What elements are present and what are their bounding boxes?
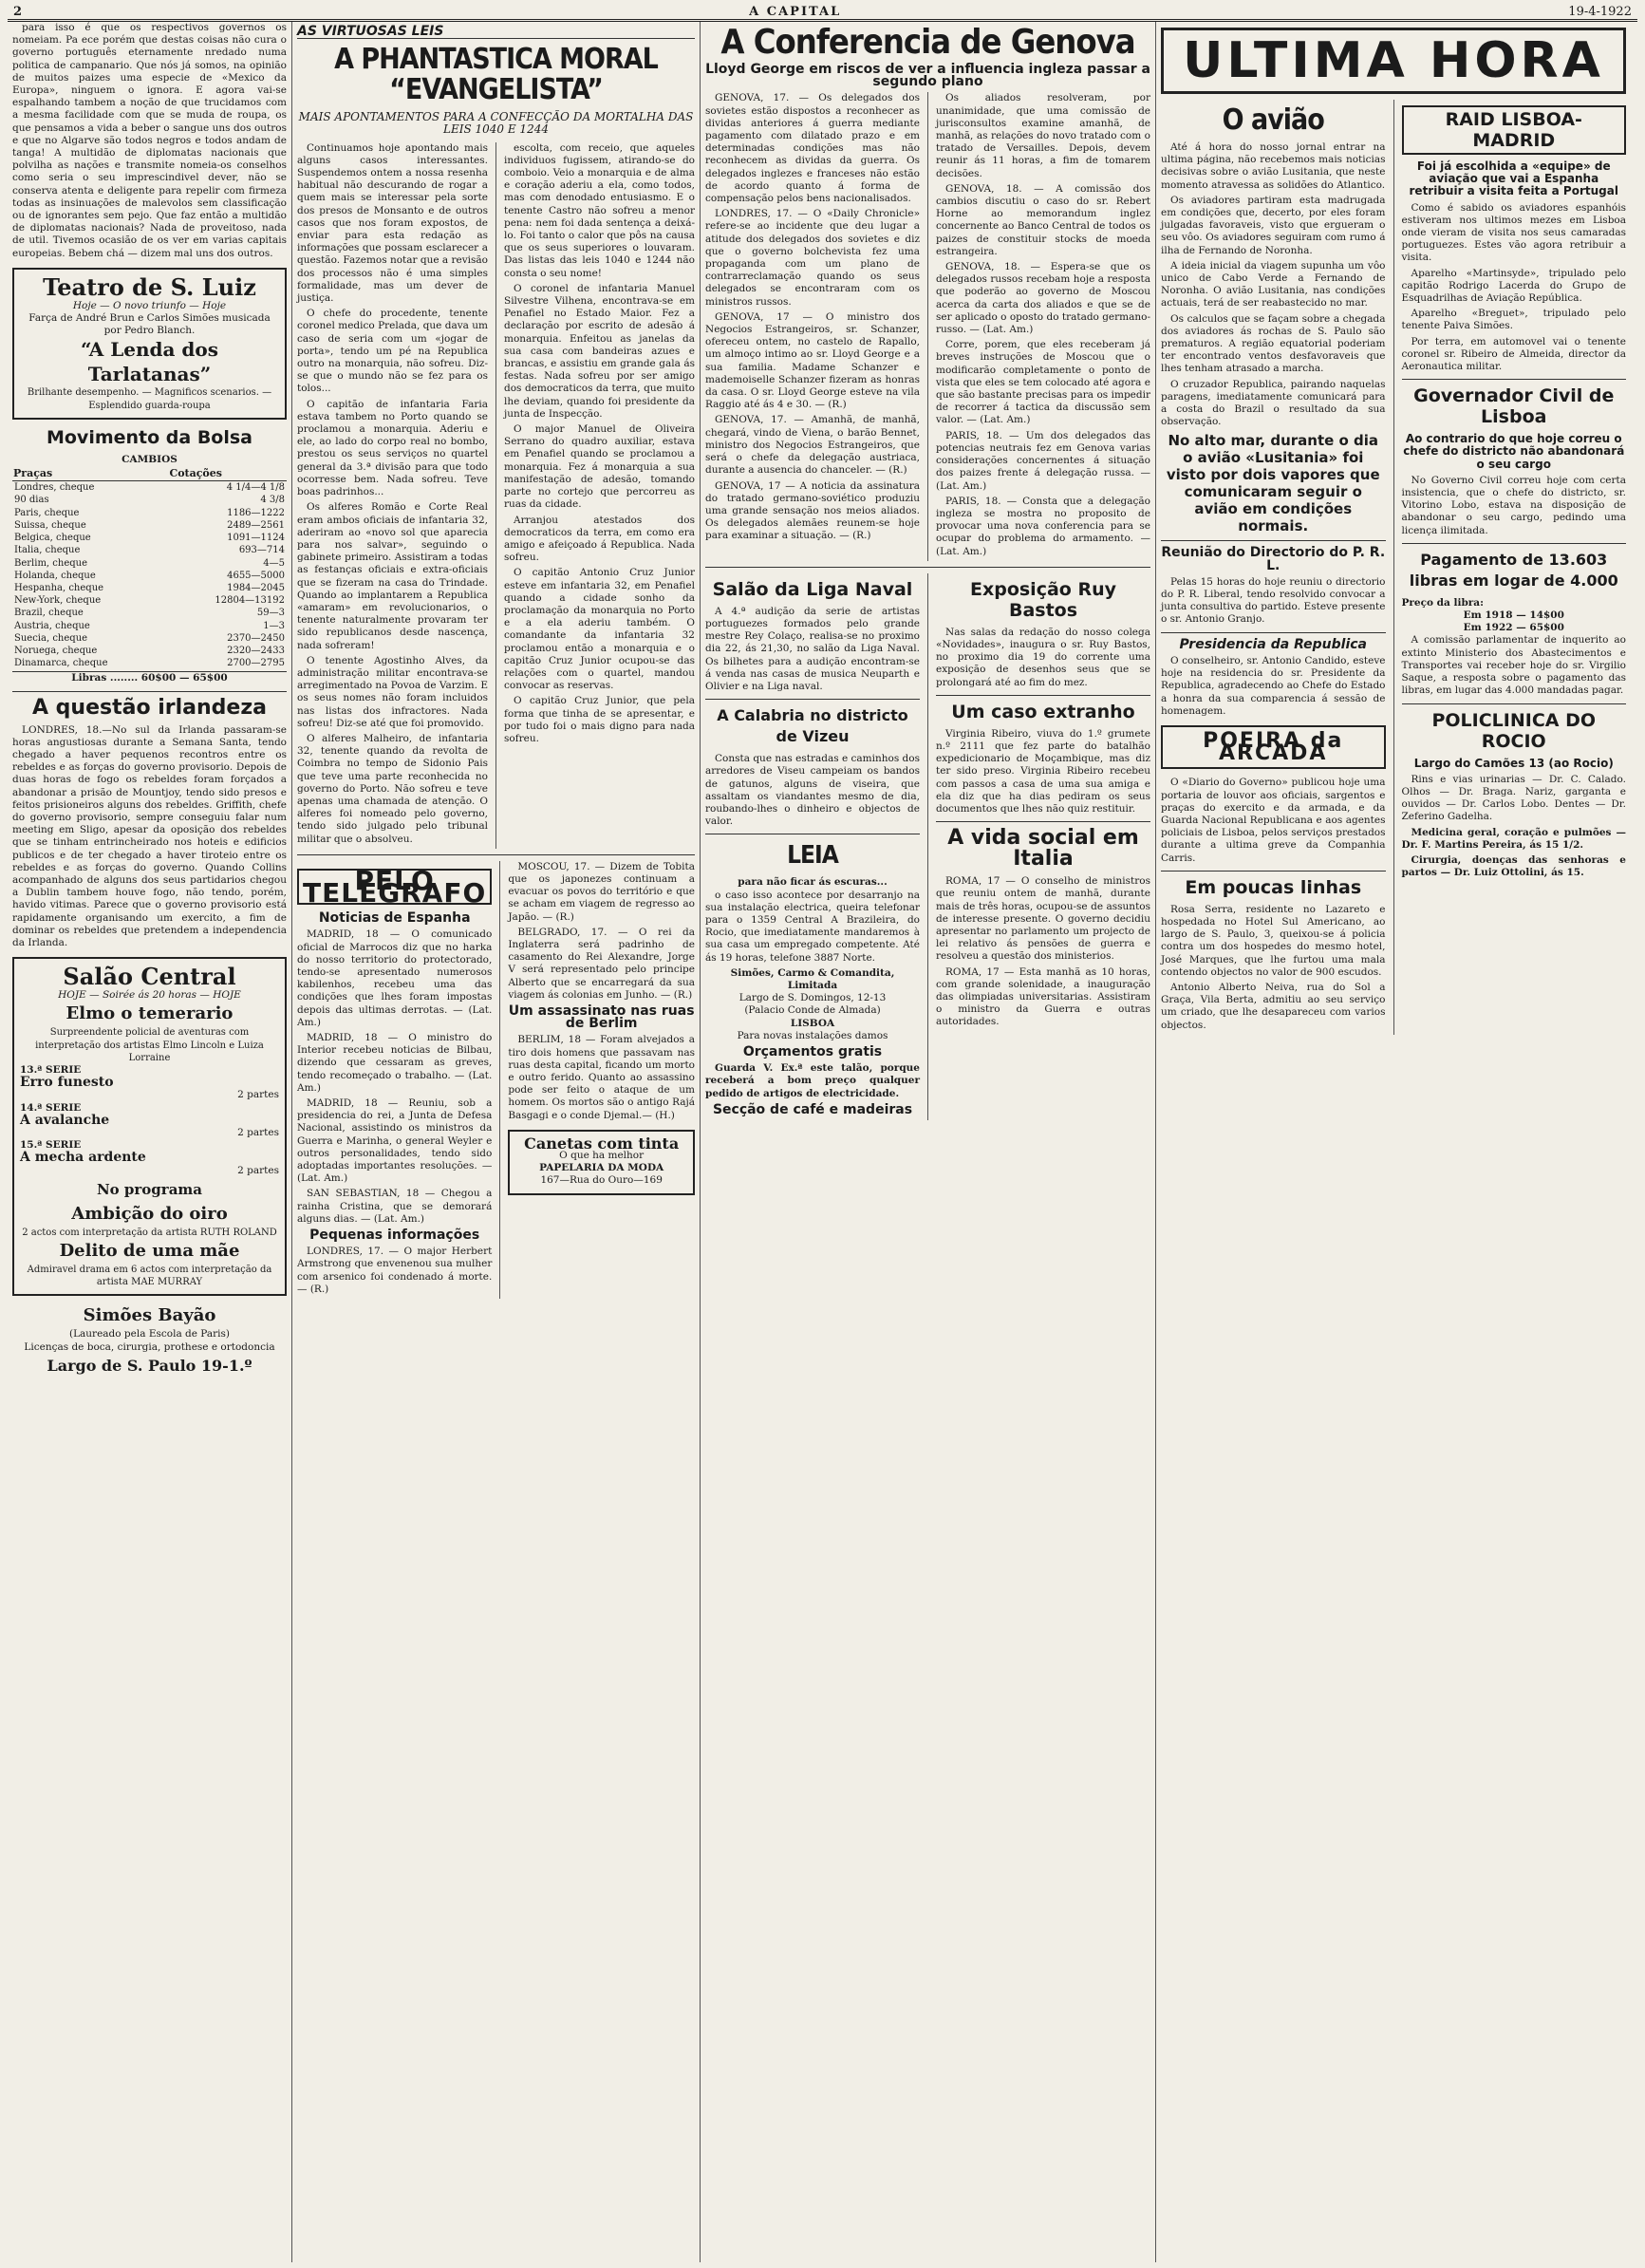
teatro-subtitle: Hoje — O novo triunfo — Hoje	[72, 299, 227, 311]
bolsa-table	[12, 466, 287, 669]
telegrafo-section	[297, 861, 695, 1299]
bolsa-cotacao: 59—3	[256, 608, 285, 619]
page-number: 2	[13, 4, 23, 19]
raid-text4: Por terra, em automovel vai o tenente coronel sr. Ribeiro de Almeida, director da Aeronautica militar.	[1401, 335, 1626, 373]
governador-sub: Ao contrario do que hoje correu o chefe do districto não abandonará o seu cargo	[1403, 432, 1625, 471]
bolsa-praca: Italia, cheque	[14, 545, 81, 556]
reuniao-text: Pelas 15 horas do hoje reuniu o directorio do P. R. Liberal, tendo resolvido convocar a junta consultiva do partido. Esteve presente o sr. Antonio Granjo.	[1161, 575, 1386, 626]
raid-sub: Foi já escolhida a «equipe» de aviação que vai a Espanha retribuir a visita feita a Portugal	[1409, 159, 1618, 198]
article-p4: Os alferes Romão e Corte Real eram ambos oficiais de infantaria 32, aderiram ao «novo sol que aparecia para nos salvar», seguindo o gabinete primeiro. Assistiram a todas as festanças oficiais e extra-oficiais que se fizeram na casa do Trindade. Quando ao implantarem a Republica «amaram» em revolucionarios, o tenente naturalmente provaram ter sido republicanos desde nascença, nada sofreram!	[297, 501, 488, 651]
salao-partes-c: 2 partes	[237, 1164, 279, 1176]
salao-serie13: 13.ª SERIE	[20, 1064, 82, 1076]
genova-headline: A Conferencia de Genova	[720, 23, 1135, 62]
genova-body	[705, 92, 1150, 560]
simoes-name: Simões Bayão	[83, 1305, 216, 1326]
salao-serie15: 15.ª SERIE	[20, 1139, 82, 1152]
genova-p8: GENOVA, 18. — Espera-se que os delegados russos recebam hoje a resposta que poderão ao governo de Moscou acerca da carta dos aliados e que se de ser aplicado o oposto do tratado germano-russo. — (Lat. Am.)	[936, 261, 1151, 336]
salao-prog-title: Ambição do oiro	[71, 1203, 228, 1224]
article-p7: escolta, com receio, que aqueles individuos fugissem, atirando-se do comboio. Veio a monarquia e de alma e coração aderiu a ela, como todos, mas com denodado entusiasmo. E o tenente Castro não sofreu a menor pena: nem foi dada sentença a deixá-lo. Foi tanto o calor que pôs na causa que os seus superiores o louvaram. Das listas das leis 1040 e 1244 não consta o seu nome!	[504, 141, 695, 279]
bolsa-row	[12, 481, 287, 495]
preco-label: Preço da libra:	[1401, 596, 1484, 609]
bolsa-cotacao: 12804—13192	[215, 595, 285, 607]
presidencia-text: O conselheiro, sr. Antonio Candido, esteve hoje na residencia do sr. Presidente da Republica, agradecendo ao Chefe do Estado a honra da sua comparencia á sessão de homenagem.	[1161, 654, 1386, 717]
seccao-cafe: Secção de café e madeiras	[712, 1101, 913, 1117]
aviao-p4: Os calculos que se façam sobre a chegada dos aviadores ás rochas de S. Paulo são prematuros. A região equatorial poderiam ter encontrado ventos desfavoraveis que lhes tenham atrasado a marcha.	[1161, 312, 1386, 375]
teatro-play: “A Lenda dos Tarlatanas”	[80, 338, 219, 386]
canetas-address: 167—Rua do Ouro—169	[540, 1174, 663, 1187]
salao-film-desc: Surpreendente policial de aventuras com interpretação dos artistas Elmo Lincoln e Luiza Lorraine	[35, 1027, 264, 1063]
questao-body: LONDRES, 18.—No sul da Irlanda passaram-se horas angustiosas durante a Semana Santa, tendo chegado a haver pequenos recontros entre os rebeldes e as forças do governo provisorio. Depois de duas horas de fogo os rebeldes foram forçados a abandonar a prisão de Mountjoy, tendo sido presos e feitos prisioneiros alguns dos rebeldes. Griffith, chefe do governo provisorio, sempre conseguiu falar num meeting em Sligo, apesar da oposição dos rebeldes que se tinham entrincheirado nos hoteis e edificios publicos e de ter chegado a haver tiroteio entre os rebeldes e as forças do governo. Quando Collins acompanhado de alguns dos seus partidarios chegou a Dublin tambem houve fogo, não tendo, porém, havido vitimas. Parece que o governo provisorio está rapidamente organisando um exercito, a fim de dominar os rebeldes que pretendem a independencia da Irlanda.	[12, 723, 287, 948]
aviao-p3: A ideia inicial da viagem supunha um vôo unico de Cabo Verde a Fernando de Noronha. O avião Lusitania, nas condições actuais, terá de ser reabastecido no mar.	[1161, 259, 1386, 309]
questao-title: A questão irlandeza	[31, 695, 267, 720]
bolsa-row	[12, 632, 287, 645]
bolsa-cotacao: 4—5	[263, 557, 285, 569]
simoes-carmo-city: LISBOA	[790, 1017, 835, 1029]
bolsa-cotacao: 4 3/8	[260, 495, 285, 506]
calabria-title: A Calabria no districto de Vizeu	[717, 706, 908, 746]
news-item: SAN SEBASTIAN, 18 — Chegou a rainha Cristina, que se demorará alguns dias. — (Lat. Am.)	[297, 1188, 493, 1225]
genova-p10: PARIS, 18. — Um dos delegados das potencias neutrais fez em Genova varias considerações concernentes á situação dos paizes frente á delegação russa. — (Lat. Am.)	[936, 429, 1150, 492]
salao-hoje: HOJE — Soirée ás 20 horas — HOJE	[58, 989, 241, 1002]
guarda-talao: Guarda V. Ex.ª este talão, porque receberá a bom preço qualquer pedido de artigos de electricidade.	[705, 1062, 920, 1099]
vida-social-title: A vida social em Italia	[947, 826, 1139, 872]
article-p8: O coronel de infantaria Manuel Silvestre Vilhena, encontrava-se em Penafiel no Estado Maior. Fez a declaração por escrito de adesão á monarquia. Enfeitou as janelas da sua casa com bandeiras azues e brancas, e assistiu em grande gala ás festas. Nada sofreu por ser amigo dos democraticos da terra, que muito lhe deviam, quando foi presidente da junta de Inspecção.	[504, 282, 695, 420]
bolsa-row	[12, 582, 287, 594]
salao-central-ad	[12, 957, 287, 1296]
canetas-title: Canetas com tinta	[524, 1134, 680, 1153]
bolsa-praca: Hespanha, cheque	[14, 582, 104, 593]
salao-prog: No programa	[96, 1180, 203, 1198]
policlinica-title: POLICLINICA DO ROCIO	[1431, 709, 1597, 752]
policlinica-text3: Cirurgia, doenças das senhoras e partos — Dr. Luiz Ottolini, ás 15.	[1401, 853, 1626, 879]
presidencia-title: Presidencia da Republica	[1179, 636, 1368, 652]
genova-p11: PARIS, 18. — Consta que a delegação ingleza se mostra no proposito de provocar uma nova conferencia para se ocupar do problema do armamento. — (Lat. Am.)	[936, 495, 1150, 557]
newspaper-title: A CAPITAL	[749, 4, 842, 19]
canetas-shop: PAPELARIA DA MODA	[539, 1162, 664, 1174]
bolsa-title: Movimento da Bolsa	[46, 426, 253, 448]
genova-p3: GENOVA, 17 — O ministro dos Negocios Estrangeiros, sr. Schanzer, ofereceu ontem, no castelo de Rapallo, um almoço intimo ao sr. Lloyd George e a sua familia. Madame Schanzer e mademoiselle Schanzer fizeram as honras da casa. O sr. Lloyd George esteve na vila Raggio até ás 4 e 30. — (R.)	[705, 310, 920, 411]
column-1	[8, 22, 292, 2262]
news-item: MADRID, 18 — Reuniu, sob a presidencia do rei, a Junta de Defesa Nacional, assistindo os ministros da Guerra e Marinha, o general Weyler e outros personalidades, tendo sido adoptadas importantes resoluções. — (Lat. Am.)	[297, 1097, 493, 1185]
bolsa-row	[12, 594, 287, 607]
leia-title: LEIA	[787, 841, 838, 871]
genova-p1: GENOVA, 17. — Os delegados dos sovietes estão dispostos a reconhecer as dividas anteriores á guerra mediante pagamento com dilatado prazo e em determinadas condições mas não reconhecem as dividas da guerra. Os delegados inglezes e franceses não estão de acordo quanto á forma de compensação pelos bens nacionalisados.	[705, 92, 920, 205]
simoes-desc: (Laureado pela Escola de Paris)	[68, 1328, 231, 1340]
leia-text: o caso isso acontece por desarranjo na sua instalação electrica, queira telefonar para o 1359 Central A Brazileira, do Rocio, que imediatamente mandaremos à sua casa um empregado competente. Até ás 19 horas, telefone 3887 Norte.	[705, 889, 920, 964]
orcamentos-gratis: Orçamentos gratis	[742, 1044, 883, 1059]
liga-naval-text: A 4.ª audição da serie de artistas portuguezes formados pelo grande mestre Rey Colaço, realisa-se no proximo dia 22, ás 21,30, no salão da Liga Naval. Os bilhetes para a audição encontram-se á venda nas casas de musica Neuparth e Olivier e na Liga naval.	[705, 605, 920, 692]
bolsa-cotacao: 2320—2433	[227, 645, 285, 656]
bolsa-row	[12, 494, 287, 506]
bolsa-praca: Noruega, cheque	[14, 645, 98, 656]
bolsa-praca: Holanda, cheque	[14, 570, 96, 581]
article-p12: O capitão Cruz Junior, que pela forma que tinha de se apresentar, e por tudo foi o mais digno para nada sofreu.	[504, 695, 695, 744]
policlinica-text: Rins e vias urinarias — Dr. C. Calado. Olhos — Dr. Braga. Nariz, garganta e ouvidos — Dr. Carlos Lobo. Dentes — Dr. Zeferino Gadelha.	[1401, 773, 1626, 823]
bolsa-row	[12, 557, 287, 570]
genova-p6: Os aliados resolveram, por unanimidade, que uma comissão de jurisconsultos examine amanhã, de manhã, as relações do novo tratado com o tratado de Versailles. Depois, devem reunir ás 11 horas, a fim de tomarem decisões.	[936, 92, 1150, 179]
bolsa-praca: Suecia, cheque	[14, 632, 88, 644]
genova-sub: Lloyd George em riscos de ver a influencia ingleza passar a segundo plano	[705, 62, 1150, 90]
bolsa-row	[12, 532, 287, 544]
headline-moral: A PHANTASTICA MORAL “EVANGELISTA”	[334, 43, 658, 107]
bolsa-row	[12, 570, 287, 582]
salao-delito: Delito de uma mãe	[59, 1241, 240, 1262]
bolsa-praca: Paris, cheque	[14, 507, 80, 518]
aviao-p2: Os aviadores partiram esta madrugada em condições que, decerto, por eles foram julgadas favoraveis, visto que ergueram o seu vôo. Os aviadores seguiram com rumo á ilha de Fernando de Noronha.	[1161, 194, 1386, 256]
governador-title: Governador Civil de Lisboa	[1413, 385, 1615, 428]
liga-naval-title: Salão da Liga Naval	[712, 578, 913, 600]
bolsa-row	[12, 645, 287, 657]
article-p11: O capitão Antonio Cruz Junior esteve em infantaria 32, em Penafiel quando a cidade sonho da proclamação da monarquia no Porto e a ela aderiu também. O comandante da infantaria 32 proclamou então a monarquia e o capitão Cruz Junior ocupou-se das relações com o quartel, mandou convocar as reservas.	[504, 567, 695, 692]
teatro-title: Teatro de S. Luiz	[43, 272, 256, 301]
bolsa-row	[12, 620, 287, 632]
news-item: MADRID, 18 — O comunicado oficial de Marrocos diz que no harka do nosso territorio do protectorado, tendo-se apresentado numerosos kabilenhos, recebeu uma das condições que lhes foram impostas depois das ultimas derrotas. — (Lat. Am.)	[297, 928, 493, 1028]
pelo-telegrafo-logo: PELO TELEGRAFO	[297, 869, 492, 905]
bolsa-body	[12, 481, 287, 670]
column-4	[1156, 22, 1631, 2262]
bolsa-row	[12, 519, 287, 532]
simoes-carmo: Simões, Carmo & Comandita, Limitada	[730, 966, 895, 991]
leia-sub: para não ficar ás escuras...	[738, 876, 888, 889]
bolsa-cotacao: 2700—2795	[227, 658, 285, 669]
bolsa-cotacao: 2489—2561	[227, 519, 285, 531]
policlinica-addr: Largo do Camões 13 (ao Rocio)	[1413, 756, 1614, 770]
simoes-address: Largo de S. Paulo 19-1.º	[47, 1356, 252, 1375]
genova-p7: GENOVA, 18. — A comissão dos cambios discutiu o caso do sr. Rebert Horne ao memorandum inglez concernente ao Banco Central de todos os paizes de constituir stocks de moeda estrangeira.	[936, 182, 1150, 257]
simoes-desc2: Licenças de boca, cirurgia, prothese e ortodoncia	[24, 1340, 275, 1353]
bolsa-cotacao: 1—3	[263, 620, 285, 631]
exposicao-text: Nas salas da redação do nosso colega «Novidades», inaugura o sr. Ruy Bastos, no proximo dia 19 do corrente uma exposição de desenhos seus que se prolongará até ao fim do mez.	[936, 626, 1150, 688]
teatro-ad	[12, 268, 287, 420]
reuniao-title: Reunião do Directorio do P. R. L.	[1161, 545, 1386, 573]
genova-p5: GENOVA, 17 — A noticia da assinatura do tratado germano-soviético produziu uma grande sensação nos meios aliados. Os delegados alemães reunem-se hoje para examinar a situação. — (R.)	[705, 479, 920, 542]
bolsa-row	[12, 544, 287, 556]
bolsa-praca: New-York, cheque	[14, 595, 102, 607]
article-moral-body	[297, 142, 695, 849]
bolsa-praca: Dinamarca, cheque	[14, 658, 108, 669]
poucas-linhas-title: Em poucas linhas	[1185, 876, 1362, 898]
preco-1918: Em 1918 — 14$00	[1463, 609, 1564, 622]
alto-mar-headline: No alto mar, durante o dia o avião «Lusitania» foi visto por dois vapores que comunicaram seguir o avião em condições normais.	[1166, 432, 1380, 535]
simoes-carmo-note: Para novas instalações damos	[737, 1029, 888, 1041]
news-item: LONDRES, 17. — O major Herbert Armstrong que envenenou sua mulher com arsenico foi condenado á morte. — (R.)	[297, 1246, 493, 1295]
simoes-bayao-ad	[12, 1303, 287, 1378]
bolsa-praca: 90 dias	[14, 495, 49, 506]
simoes-carmo-addr: Largo de S. Domingos, 12-13	[738, 992, 887, 1004]
bolsa-row	[12, 657, 287, 669]
article-p10: Arranjou atestados dos democraticos da terra, em como era amigo e afeiçoado á Republica. Nada sofreu.	[504, 514, 695, 564]
article-p2: O chefe do procedente, tenente coronel medico Prelada, que dava um caso de seria com um «jogar de porta», tendo um pé na Republica outro na monarquia, não sofreu. Diz-se que o mundo não se fez para os tolos...	[297, 308, 488, 395]
bolsa-cotacao: 2370—2450	[227, 632, 285, 644]
ultima-hora-banner: ULTIMA HORA	[1161, 28, 1626, 94]
salao-ep3: A mecha ardente	[20, 1150, 146, 1166]
bolsa-praca: Brazil, cheque	[14, 608, 84, 619]
salao-partes-b: 2 partes	[237, 1127, 279, 1139]
bolsa-praca: Londres, cheque	[14, 482, 95, 494]
bolsa-libras: Libras ........ 60$00 — 65$00	[12, 671, 287, 684]
aviao-p5: O cruzador Republica, pairando naquelas paragens, imediatamente comunicará para a costa do Brazil o resultado da sua observação.	[1161, 378, 1386, 428]
salao-partes-a: 2 partes	[237, 1089, 279, 1101]
genova-p9: Corre, porem, que eles receberam já breves instruções de Moscou que o modificarão completamente o ponto de vista que eles se tem colocado até agora e que são bastante precisas para os impedir de recorrer á tactica da discussão sem valor. — (Lat. Am.)	[936, 339, 1150, 426]
canetas-sub: O que ha melhor	[559, 1150, 645, 1162]
article-p1: Continuamos hoje apontando mais alguns casos interessantes. Suspendemos ontem a nossa resenha habitual não descurando de rogar a quem mais se interessar pela sorte dos presos de Monsanto e de outros casos que nos foram expostos, de enviar para esta redação as informações que possam esclarecer a questão. Fazemos notar que a revisão dos processos não é uma simples formalidade, mas um dever de justiça.	[297, 141, 489, 305]
aviao-p1: Até á hora do nosso jornal entrar na ultima página, não recebemos mais noticias decisivas sobre o avião Lusitania, que neste momento atravessa as solidões do Atlantico.	[1161, 141, 1386, 191]
poucas-text2: Antonio Alberto Neiva, rua do Sol a Graça, Vila Berta, admitiu ao seu serviço um criado, que lhe desapareceu com varios objectos.	[1161, 981, 1386, 1031]
genova-p2: LONDRES, 17. — O «Daily Chronicle» refere-se ao incidente que deu lugar a atitude dos delegados dos sovietes e diz que o governo bolchevista fez uma propaganda com um plano de contrarreclamação quando os seus delegados se encontraram com os ministros russos.	[705, 208, 920, 308]
salao-ep2: A avalanche	[20, 1112, 110, 1128]
bolsa-praca: Suissa, cheque	[14, 519, 86, 531]
intro-paragraph: para isso é que os respectivos governos os nomeiam. Pa ece porém que destas coisas não cura o governo português eternamente nredado numa politica de campanario. Que nós já somos, na opinião de muitos paizes uma especie de «Mexico da Europa», ninguem o ignora. E agora vai-se espalhando tambem a noção de que trucidamos com a mesma facilidade com que se muda de roupa, os que pensamos a vida a beber o sangue uns dos outros e que no Algarve são todos negros e todos andam de tanga! A multidão de diplomatas nacionais que polvilha as nações e transmite nomeia-os conselhos como seria o seu imprescindivel dever, não se conserva atenta e deligente para repelir com firmeza todas as insinuações de malevolos sem classificação ou de ignorantes sem pejo. Que faz então a multidão de diplomatas nacionais? Nada de proveitoso, nada de util. Tivemos ocasião de os ver em varias capitais europeias. Bebem chá — dizem mal uns dos outros.	[12, 22, 287, 259]
pequenas-title: Pequenas informações	[309, 1228, 480, 1244]
raid-text3: Aparelho «Breguet», tripulado pelo tenente Paiva Simões.	[1401, 308, 1626, 332]
news-item: BELGRADO, 17. — O rei da Inglaterra será padrinho de casamento do Rei Alexandre, Jorge V será representado pelo principe Alberto que se encarregará da sua viagem ás colonias em Junho. — (R.)	[508, 926, 695, 1001]
bolsa-row	[12, 607, 287, 619]
masthead	[8, 4, 1637, 22]
vida-text2: ROMA, 17 — Esta manhã as 10 horas, com grande solenidade, a inauguração das olimpiadas universitarias. Assistiram o ministro da Guerra e outras autoridades.	[936, 965, 1150, 1028]
pagamento-title: Pagamento de 13.603 libras em logar de 4.000	[1409, 550, 1618, 590]
teatro-desc: Farça de André Brun e Carlos Simões musicada por Pedro Blanch.	[28, 312, 271, 337]
headline-sub: MAIS APONTAMENTOS PARA A CONFECÇÃO DA MORTALHA DAS LEIS 1040 E 1244	[298, 110, 694, 137]
preco-1922: Em 1922 — 65$00	[1463, 622, 1564, 634]
bolsa-cotacao: 4655—5000	[227, 570, 285, 581]
ultima-hora-body	[1161, 100, 1626, 1035]
article-p6: O alferes Malheiro, de infantaria 32, tenente quando da revolta de Coimbra no tempo de Sidonio Pais que teve uma parte reconhecida no governo do Porto. Não sofreu e teve apenas uma chamada de atenção. O alferes foi nomeado pelo governo, tendo sido julgado pelo tribunal militar que o absolveu.	[297, 732, 488, 845]
bolsa-cotacao: 1984—2045	[227, 582, 285, 593]
caso-title: Um caso extranho	[951, 701, 1135, 722]
salao-film: Elmo o temerario	[65, 1003, 234, 1024]
bolsa-cotacao: 1091—1124	[227, 533, 285, 544]
salao-delito-desc: Admiravel drama em 6 actos com interpretação da artista MAE MURRAY	[27, 1265, 272, 1288]
raid-title: RAID LISBOA-MADRID	[1402, 105, 1627, 155]
noticias-espanha-title: Noticias de Espanha	[318, 910, 471, 927]
article-p9: O major Manuel de Oliveira Serrano do quadro auxiliar, estava em Penafiel quando se proclamou a monarquia. Fez á monarquia a sua manifestação de adesão, tomando parte no cortejo que percorreu as ruas da cidade.	[504, 423, 695, 511]
canetas-ad	[508, 1130, 695, 1195]
poeira-text: O «Diario do Governo» publicou hoje uma portaria de louvor aos oficiais, sargentos e praças do exercito e da armada, e da Guarda Nacional Republicana e aos agentes policiais de Lisboa, pelos serviços prestados durante a ultima greve da Companhia Carris.	[1161, 777, 1386, 864]
aviao-title: O avião	[1222, 103, 1324, 137]
article-p3: O capitão de infantaria Faria estava tambem no Porto quando se proclamou a monarquia. Aderiu e ele, ao lado do corpo real no bombo, prestou os seus serviços no quartel general da 3.ª divisão para que todo ocorresse bem. Nada sofreu. Teve boas padrinhos...	[297, 398, 488, 498]
bolsa-praca: Austria, cheque	[14, 620, 90, 631]
column-3	[701, 22, 1156, 2262]
article-p5: O tenente Agostinho Alves, da administração militar encontrava-se arregimentado na Povoa de Varzim. E os seus nomes não foram incluidos nas listas dos infractores. Nada sofreu! Diz-se até que foi promovido.	[297, 654, 488, 729]
bolsa-praca: Belgica, cheque	[14, 533, 91, 544]
calabria-text: Consta que nas estradas e caminhos dos arredores de Viseu campeiam os bandos de gatunos, alguns de viseira, que assaltam os viandantes mesmo de dia, roubando-lhes o dinheiro e objectos de valor.	[705, 753, 920, 828]
pagamento-text: A comissão parlamentar de inquerito ao extinto Ministerio dos Abastecimentos e Transportes vai receber hoje do sr. Virgilio Saque, a resposta sobre o pagamento das libras, em lugar das 4.000 mandadas pagar.	[1401, 634, 1626, 697]
salao-title: Salão Central	[63, 963, 236, 991]
simoes-carmo-addr2: (Palacio Conde de Almada)	[744, 1004, 881, 1017]
news-item: MADRID, 18 — O ministro do Interior recebeu noticias de Bilbau, dizendo que cessaram as greves, tendo recomeçado o trabalho. — (Lat. Am.)	[297, 1032, 493, 1094]
salao-ep1: Erro funesto	[20, 1075, 114, 1091]
bolsa-cotacao: 693—714	[238, 545, 285, 556]
news-item: BERLIM, 18 — Foram alvejados a tiro dois homens que passavam nas ruas desta capital, ficando um morto e outro ferido. Quanto ao assassino pode ser feito o ataque de um homem. Os mortos são o antigo Rajá Basgagi e o conde Djemal.— (H.)	[508, 1034, 695, 1121]
bolsa-row	[12, 507, 287, 519]
issue-date: 19-4-1922	[1568, 4, 1632, 19]
caso-text: Virginia Ribeiro, viuva do 1.º grumete n.º 2111 que fez parte do batalhão expedicionario de Moçambique, mas diz ter sido preso. Virginia Ribeiro recebeu com passos a casa de uma sua amiga e ela diz que ha dias pediram os seus documentos que lhes não quiz restituir.	[936, 727, 1150, 815]
bolsa-section	[12, 427, 287, 685]
policlinica-text2: Medicina geral, coração e pulmões — Dr. F. Martins Pereira, ás 15 1/2.	[1401, 826, 1626, 851]
teatro-blurb: Brilhante desempenho. — Magnificos scenarios. — Esplendido guarda-roupa	[27, 387, 272, 411]
bolsa-header-pracas: Praças	[12, 466, 168, 481]
salao-serie14: 14.ª SERIE	[20, 1101, 82, 1114]
genova-p4: GENOVA, 17. — Amanhã, de manhã, chegará, vindo de Viena, o barão Bennet, ministro dos Negocios Estrangeiros, que será o chefe da delegação austriaca, durante a ausencia do chanceler. — (R.)	[705, 414, 920, 477]
poeira-arcada-logo: POEIRA da ARCADA	[1161, 725, 1386, 769]
poucas-text: Rosa Serra, residente no Lazareto e hospedada no Hotel Sul Americano, ao largo de S. Paulo, 3, queixou-se á policia contra um dos hospedes do mesmo hotel, José Marques, que lhe furtou uma mala contendo objectos no valor de 900 escudos.	[1161, 903, 1386, 978]
raid-text: Como é sabido os aviadores espanhóis estiveram nos ultimos mezes em Lisboa onde vieram de visita nos seus camaradas portuguezes. Estes vão agora retribuir a visita.	[1401, 201, 1626, 264]
bolsa-subtitle: CAMBIOS	[122, 453, 178, 465]
bolsa-praca: Berlim, cheque	[14, 557, 88, 569]
salao-prog-desc: 2 actos com interpretação da artista RUTH ROLAND	[22, 1227, 277, 1238]
bolsa-cotacao: 1186—1222	[227, 507, 285, 518]
lower-col3	[705, 573, 1150, 1120]
column-2	[292, 22, 701, 2262]
bolsa-cotacao: 4 1/4—4 1/8	[226, 482, 285, 494]
raid-text2: Aparelho «Martinsyde», tripulado pelo capitão Rodrigo Lacerda do Grupo de Esquadrilhas de Aviação República.	[1401, 267, 1626, 305]
news-item: MOSCOU, 17. — Dizem de Tobita que os japonezes continuam a evacuar os povos do território e que se acham em viagem de regresso ao Japão. — (R.)	[508, 860, 695, 923]
governador-text: No Governo Civil correu hoje com certa insistencia, que o chefe do districto, sr. Vitorino Lobo, estava na disposição de abandonar o seu cargo, pedindo uma licença ilimitada.	[1401, 474, 1626, 536]
assassinato-title: Um assassinato nas ruas de Berlim	[508, 1003, 695, 1032]
vida-text: ROMA, 17 — O conselho de ministros que reuniu ontem de manhã, durante mais de três horas, ocupou-se de assuntos de interesse presente. O governo decidiu apresentar no parlamento um projecto de lei relativo ás pensões de guerra e resolveu a questão dos ministerios.	[936, 875, 1150, 963]
bolsa-header-cotacoes: Cotações	[168, 466, 287, 481]
section-title: AS VIRTUOSAS LEIS	[297, 26, 695, 39]
exposicao-title: Exposição Ruy Bastos	[969, 578, 1116, 621]
